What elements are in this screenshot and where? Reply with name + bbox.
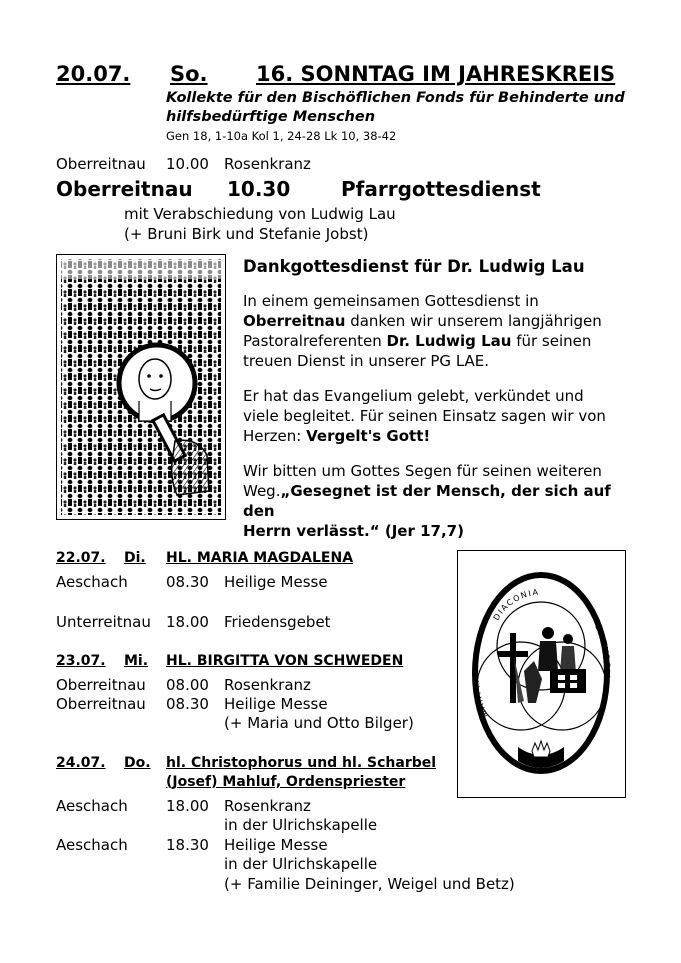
thanks-p1-line-3-b: für seinen xyxy=(511,332,592,350)
thanks-paragraph-2 xyxy=(243,386,643,446)
day1-entry2-event: Friedensgebet xyxy=(224,613,331,631)
day2-title: HL. BIRGITTA VON SCHWEDEN xyxy=(166,653,404,669)
day3-entry1-place: Aeschach xyxy=(56,797,128,815)
thanks-p3-line-2-a: Weg. xyxy=(243,482,281,500)
thanks-p2-line-2: viele begleitet. Für seinen Einsatz sagen wir von xyxy=(243,407,606,425)
sunday-title: 16. SONNTAG IM JAHRESKREIS xyxy=(256,62,616,86)
day3-entry2-time: 18.30 xyxy=(166,836,209,854)
main-service-place: Oberreitnau xyxy=(56,177,193,201)
thanks-p1-line-3 xyxy=(243,331,643,351)
day1-date: 22.07. xyxy=(56,550,106,566)
day1-entry2-time: 18.00 xyxy=(166,613,209,631)
rosary-time: 10.00 xyxy=(166,155,209,173)
day2-entry1-place: Oberreitnau xyxy=(56,676,146,694)
day1-entry1-event: Heilige Messe xyxy=(224,573,328,591)
magnifier-figure-icon xyxy=(57,255,225,519)
day1-title: HL. MARIA MAGDALENA xyxy=(166,550,354,566)
ludwig-lau-bold: Dr. Ludwig Lau xyxy=(386,332,512,350)
thanks-p2-line-3 xyxy=(243,426,643,446)
day1-weekday: Di. xyxy=(124,550,146,566)
main-service-time: 10.30 xyxy=(227,177,291,201)
collection-line-1: Kollekte für den Bischöflichen Fonds für Behinderte und xyxy=(166,90,625,106)
readings: Gen 18, 1-10a Kol 1, 24-28 Lk 10, 38-42 xyxy=(166,129,397,143)
logo-left-word: MARTYRIA xyxy=(471,664,490,719)
thanks-paragraph-3 xyxy=(243,461,643,541)
day2-entry2-note: (+ Maria und Otto Bilger) xyxy=(224,714,414,732)
quote-bold-2: Herrn verlässt.“ (Jer 17,7) xyxy=(243,522,464,540)
thanks-p2-line-3-a: Herzen: xyxy=(243,427,307,445)
day3-entry1-event: Rosenkranz xyxy=(224,797,311,815)
rosary-place: Oberreitnau xyxy=(56,155,146,173)
thanks-p3-line-3 xyxy=(243,521,643,541)
oberreitnau-bold: Oberreitnau xyxy=(243,312,346,330)
day2-entry1-time: 08.00 xyxy=(166,676,209,694)
thanks-p1-line-4: treuen Dienst in unserer PG LAE. xyxy=(243,352,490,370)
pastoral-emblem-icon xyxy=(458,551,625,797)
thanks-p1-line-2-rest: danken wir unserem langjährigen xyxy=(345,312,602,330)
sunday-weekday: So. xyxy=(170,62,208,86)
day3-title: hl. Christophorus und hl. Scharbel xyxy=(166,755,437,771)
day1-entry1-time: 08.30 xyxy=(166,573,209,591)
day3-entry2-event: Heilige Messe xyxy=(224,836,328,854)
day2-weekday: Mi. xyxy=(124,653,149,669)
day3-entry1-time: 18.00 xyxy=(166,797,209,815)
thanks-p1-line-1: In einem gemeinsamen Gottesdienst in xyxy=(243,292,539,310)
day2-entry2-event: Heilige Messe xyxy=(224,695,328,713)
thanks-paragraph-1 xyxy=(243,291,643,371)
thanks-p1-line-2 xyxy=(243,311,643,331)
logo-right-word: LEITURGIA xyxy=(593,623,612,681)
day1-entry2-place: Unterreitnau xyxy=(56,613,151,631)
day1-entry1-place: Aeschach xyxy=(56,573,128,591)
sunday-date: 20.07. xyxy=(56,62,131,86)
day3-entry2-note-2: (+ Familie Deininger, Weigel und Betz) xyxy=(224,875,515,893)
day2-entry2-place: Oberreitnau xyxy=(56,695,146,713)
day3-weekday: Do. xyxy=(124,755,151,771)
thanks-heading: Dankgottesdienst für Dr. Ludwig Lau xyxy=(243,257,585,276)
quote-bold-1: „Gesegnet ist der Mensch, der sich auf den xyxy=(243,482,611,520)
collection-line-2: hilfsbedürftige Menschen xyxy=(166,109,376,125)
thanks-p3-line-2 xyxy=(243,481,643,521)
rosary-event: Rosenkranz xyxy=(224,155,311,173)
pastoral-emblem xyxy=(457,550,626,798)
main-service-note-2: (+ Bruni Birk und Stefanie Jobst) xyxy=(124,225,369,243)
day3-entry2-place: Aeschach xyxy=(56,836,128,854)
day3-entry2-note: in der Ulrichskapelle xyxy=(224,855,378,873)
thanks-p2-line-1: Er hat das Evangelium gelebt, verkündet und xyxy=(243,387,584,405)
day2-date: 23.07. xyxy=(56,653,106,669)
thanks-p1-line-3-a: Pastoralreferenten xyxy=(243,332,387,350)
vergelts-gott-bold: Vergelt's Gott! xyxy=(306,427,431,445)
crowd-illustration xyxy=(56,254,226,520)
main-service-event: Pfarrgottesdienst xyxy=(341,177,541,201)
day3-date: 24.07. xyxy=(56,755,106,771)
day3-entry1-note: in der Ulrichskapelle xyxy=(224,816,378,834)
day2-entry1-event: Rosenkranz xyxy=(224,676,311,694)
day2-entry2-time: 08.30 xyxy=(166,695,209,713)
day3-title-line-2: (Josef) Mahluf, Ordenspriester xyxy=(166,774,406,790)
logo-top-word: DIACONIA xyxy=(491,587,540,623)
main-service-note-1: mit Verabschiedung von Ludwig Lau xyxy=(124,205,396,223)
thanks-p3-line-1: Wir bitten um Gottes Segen für seinen weiteren xyxy=(243,462,602,480)
